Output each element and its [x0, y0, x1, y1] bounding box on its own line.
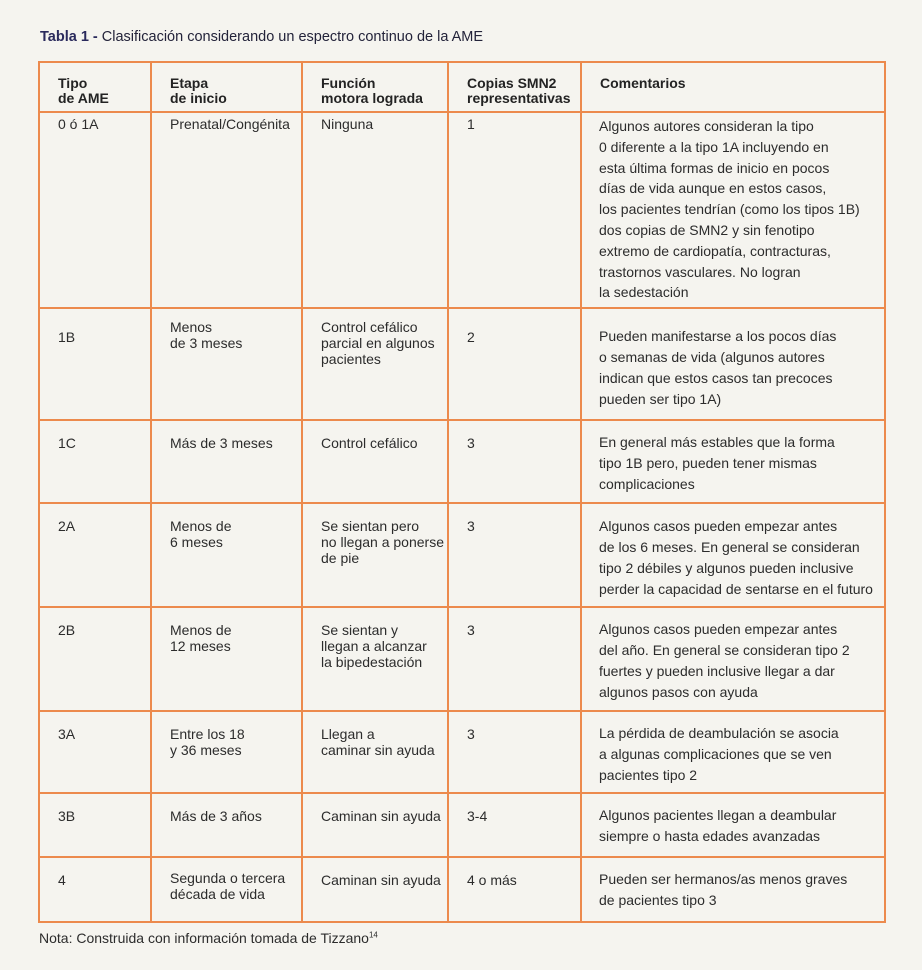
header-funcion: Función motora lograda	[302, 62, 448, 112]
table-header-row	[39, 62, 885, 112]
table-row	[39, 308, 885, 420]
cell-etapa: Segunda o tercera década de vida	[151, 857, 302, 922]
cell-tipo: 1C	[39, 420, 151, 503]
cell-comentarios: Pueden manifestarse a los pocos días o semanas de vida (algunos autores indican que estos casos tan precoces pueden ser tipo 1A)	[581, 308, 885, 420]
cell-comentarios: Algunos pacientes llegan a deambular siempre o hasta edades avanzadas	[581, 793, 885, 857]
footnote-text: Nota: Construida con información tomada de Tizzano	[39, 930, 369, 946]
cell-etapa: Menos de 12 meses	[151, 607, 302, 711]
cell-tipo: 0 ó 1A	[39, 112, 151, 308]
cell-copias: 2	[448, 308, 581, 420]
cell-comentarios: Algunos casos pueden empezar antes del año. En general se consideran tipo 2 fuertes y pueden inclusive llegar a dar algunos pasos con ayuda	[581, 607, 885, 711]
table-caption	[40, 29, 483, 45]
cell-tipo: 3B	[39, 793, 151, 857]
cell-copias: 1	[448, 112, 581, 308]
table-row	[39, 607, 885, 711]
table-row	[39, 793, 885, 857]
cell-funcion: Se sientan pero no llegan a ponerse de pie	[302, 503, 448, 607]
table-row	[39, 420, 885, 503]
cell-copias: 3-4	[448, 793, 581, 857]
header-comentarios: Comentarios	[581, 62, 885, 112]
table-footnote	[39, 930, 378, 946]
ame-classification-table	[38, 61, 886, 923]
footnote-reference: 14	[368, 930, 378, 940]
cell-copias: 3	[448, 607, 581, 711]
cell-tipo: 4	[39, 857, 151, 922]
cell-comentarios: En general más estables que la forma tipo 1B pero, pueden tener mismas complicaciones	[581, 420, 885, 503]
header-etapa: Etapa de inicio	[151, 62, 302, 112]
table-row	[39, 112, 885, 308]
cell-copias: 4 o más	[448, 857, 581, 922]
table-row	[39, 857, 885, 922]
cell-etapa: Entre los 18 y 36 meses	[151, 711, 302, 793]
cell-funcion: Ninguna	[302, 112, 448, 308]
cell-tipo: 2A	[39, 503, 151, 607]
cell-comentarios: Algunos autores consideran la tipo 0 diferente a la tipo 1A incluyendo en esta última formas de inicio en pocos días de vida aunque en estos casos, los pacientes tendrían (como los tipos 1B) dos copias de SMN2 y sin fenotipo extremo de cardiopatía, contracturas, trastornos vasculares. No logran la sedestación	[581, 112, 885, 308]
cell-funcion: Control cefálico	[302, 420, 448, 503]
cell-etapa: Más de 3 años	[151, 793, 302, 857]
cell-etapa: Más de 3 meses	[151, 420, 302, 503]
cell-funcion: Caminan sin ayuda	[302, 857, 448, 922]
cell-copias: 3	[448, 711, 581, 793]
header-copias: Copias SMN2 representativas	[448, 62, 581, 112]
cell-etapa: Menos de 6 meses	[151, 503, 302, 607]
cell-comentarios: Pueden ser hermanos/as menos graves de pacientes tipo 3	[581, 857, 885, 922]
cell-etapa: Prenatal/Congénita	[151, 112, 302, 308]
cell-funcion: Se sientan y llegan a alcanzar la bipedestación	[302, 607, 448, 711]
cell-comentarios: La pérdida de deambulación se asocia a algunas complicaciones que se ven pacientes tipo 2	[581, 711, 885, 793]
table-row	[39, 503, 885, 607]
cell-etapa: Menos de 3 meses	[151, 308, 302, 420]
cell-funcion: Caminan sin ayuda	[302, 793, 448, 857]
cell-copias: 3	[448, 503, 581, 607]
cell-tipo: 1B	[39, 308, 151, 420]
cell-funcion: Llegan a caminar sin ayuda	[302, 711, 448, 793]
cell-funcion: Control cefálico parcial en algunos pacientes	[302, 308, 448, 420]
table-row	[39, 711, 885, 793]
cell-tipo: 2B	[39, 607, 151, 711]
table-caption-label: Tabla 1 -	[40, 29, 98, 45]
header-tipo: Tipo de AME	[39, 62, 151, 112]
table-caption-text: Clasificación considerando un espectro continuo de la AME	[101, 29, 484, 45]
cell-tipo: 3A	[39, 711, 151, 793]
cell-comentarios: Algunos casos pueden empezar antes de los 6 meses. En general se consideran tipo 2 débiles y algunos pueden inclusive perder la capacidad de sentarse en el futuro	[581, 503, 885, 607]
cell-copias: 3	[448, 420, 581, 503]
